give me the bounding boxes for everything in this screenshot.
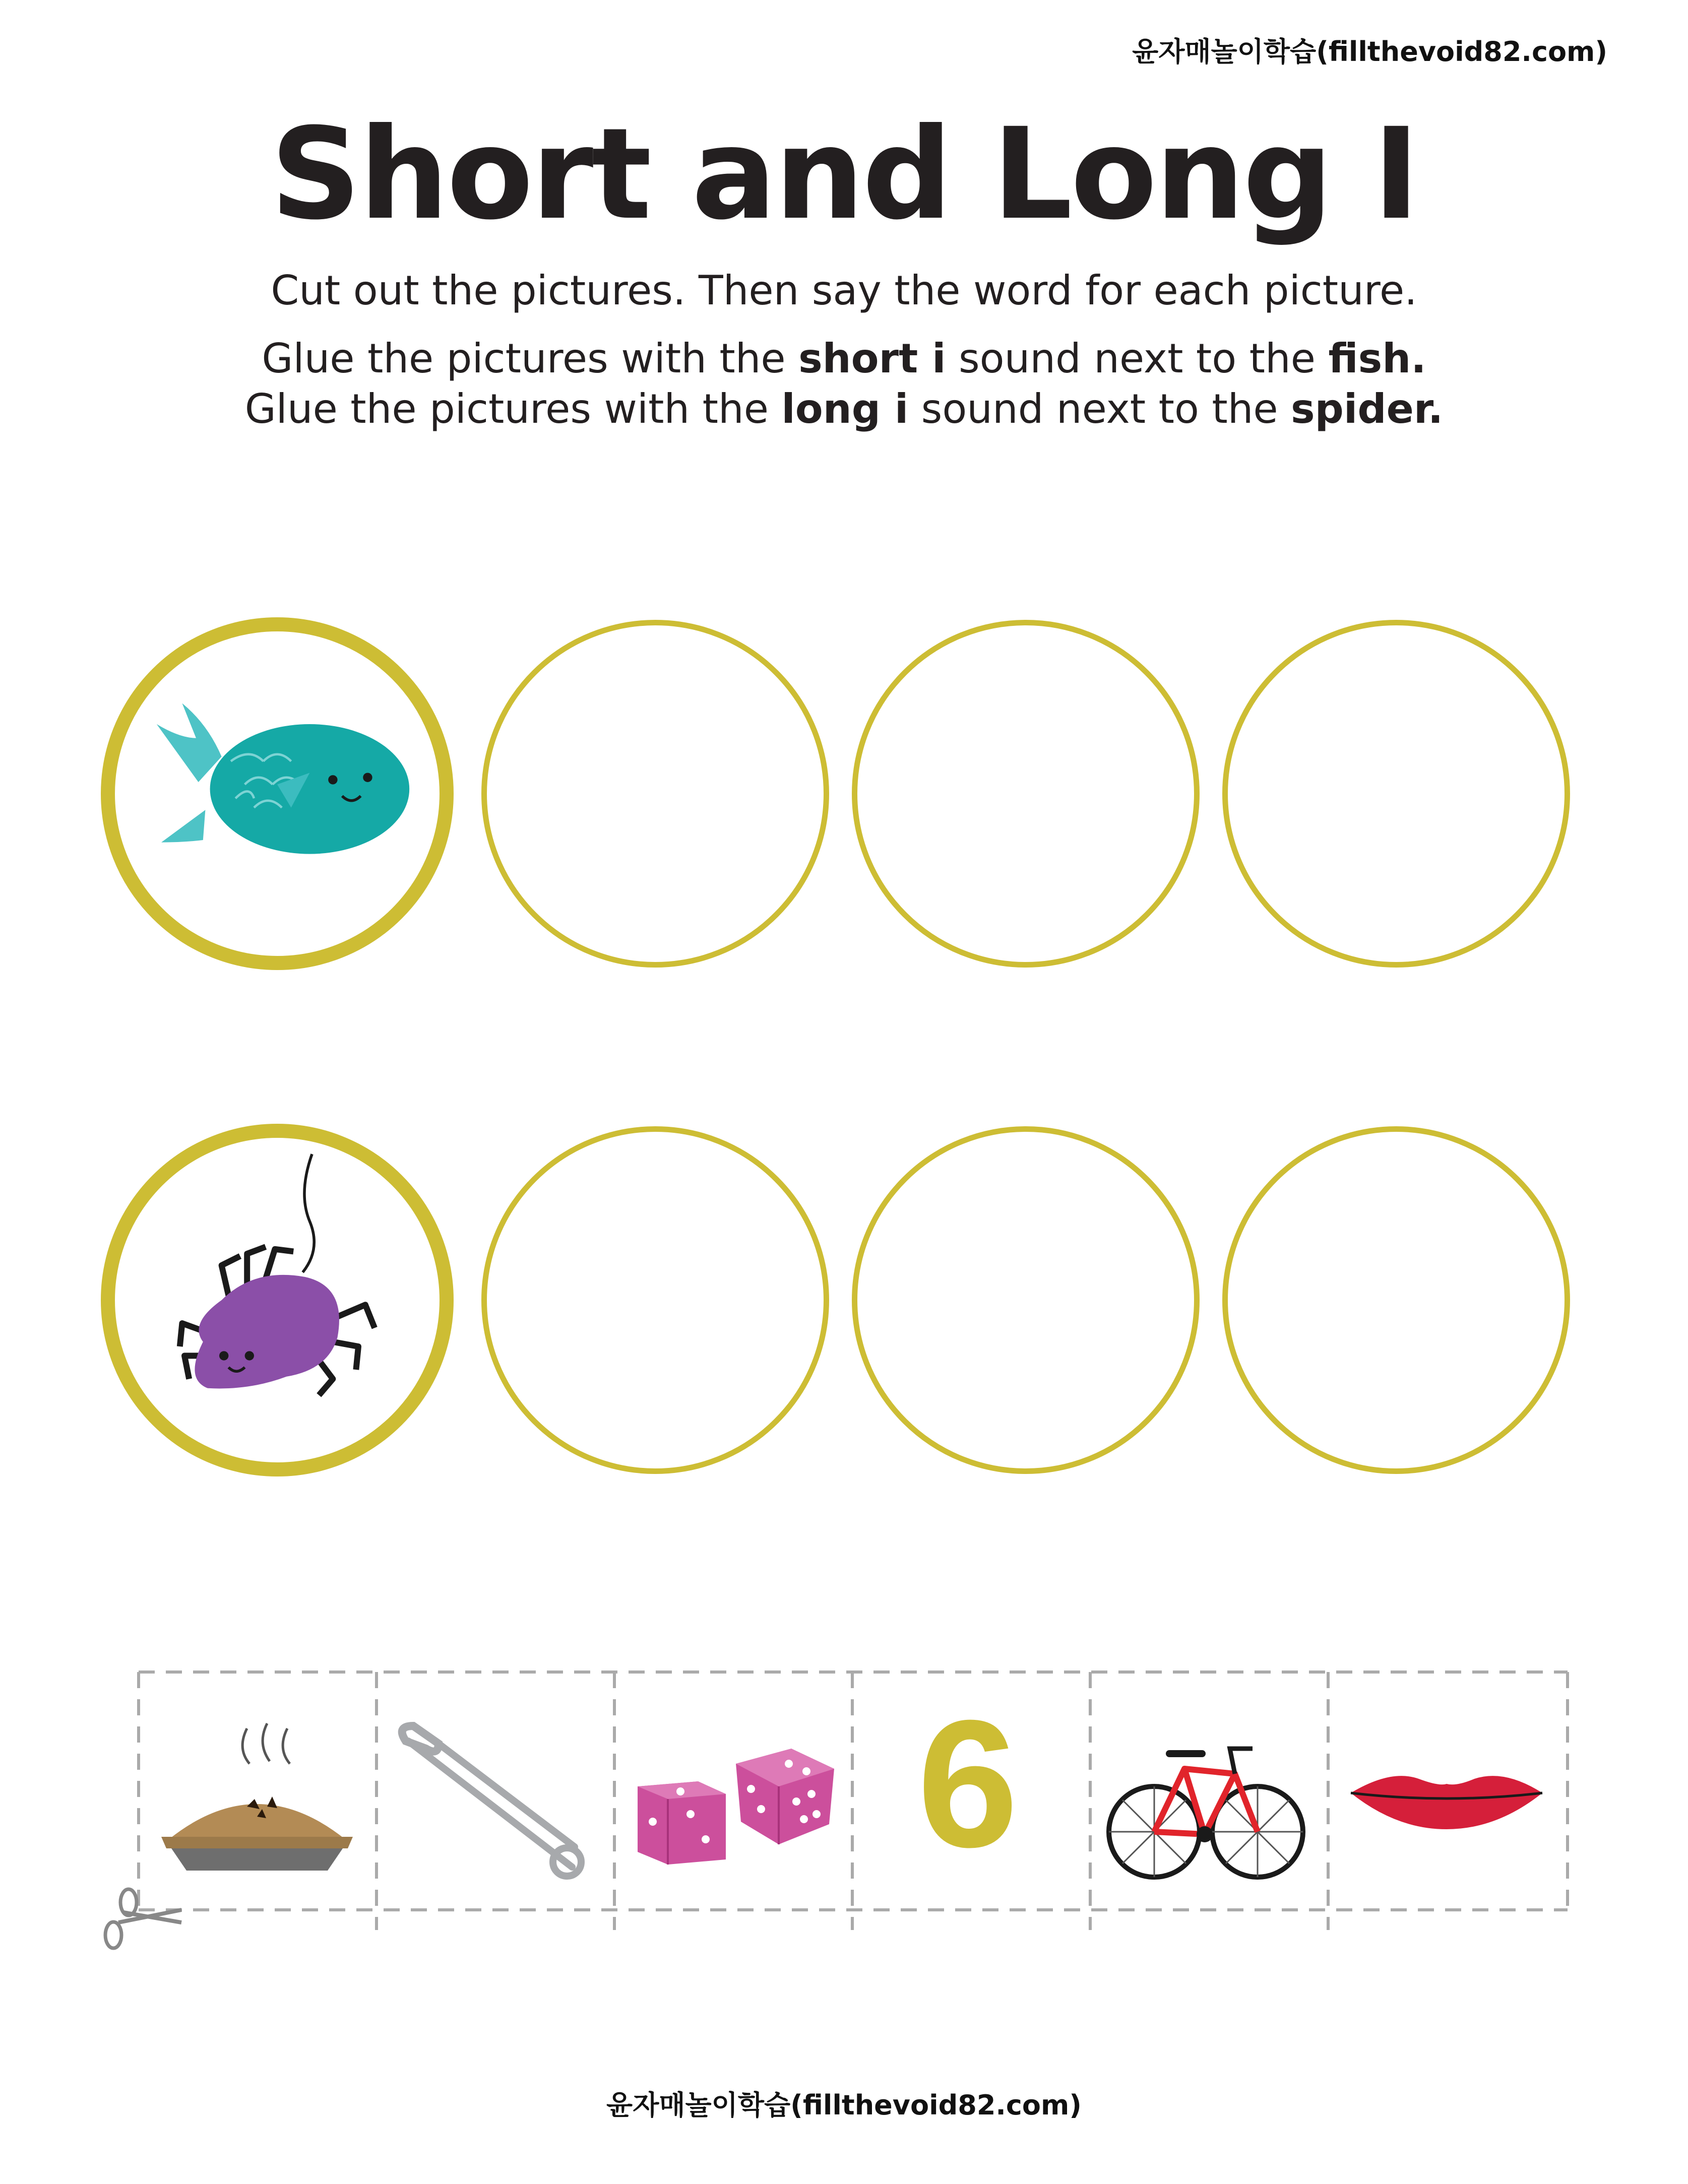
- long-i-slot-2[interactable]: [852, 1126, 1200, 1474]
- short-i-slot-2[interactable]: [852, 620, 1200, 968]
- short-i-slot-1[interactable]: [481, 620, 829, 968]
- instruction-bold: spider.: [1291, 386, 1444, 432]
- pie-icon: [161, 1723, 353, 1871]
- watermark-top: 윤자매놀이학습(fillthevoid82.com): [1132, 36, 1607, 68]
- instruction-line-1: Cut out the pictures. Then say the word for each picture.: [271, 267, 1417, 314]
- instruction-text: sound next to the: [908, 386, 1291, 432]
- long-i-slot-3[interactable]: [1222, 1126, 1570, 1474]
- fish-icon: [115, 631, 440, 956]
- instruction-text: Glue the pictures with the: [244, 386, 782, 432]
- instruction-line-3: [0, 386, 1688, 432]
- six-number: 6: [917, 1683, 1019, 1885]
- watermark-bottom: 윤자매놀이학습(fillthevoid82.com): [606, 2089, 1082, 2121]
- lips-icon: [1351, 1776, 1542, 1829]
- spider-icon: [115, 1138, 440, 1462]
- long-i-slot-1[interactable]: [481, 1126, 829, 1474]
- fish-anchor-circle: [101, 617, 454, 970]
- page-title: Short and Long I: [270, 101, 1418, 247]
- scissors-icon: [105, 1889, 181, 1948]
- instruction-text: sound next to the: [946, 335, 1329, 382]
- safety-pin-icon: [402, 1726, 581, 1876]
- short-i-slot-3[interactable]: [1222, 620, 1570, 968]
- instruction-line-2: [0, 335, 1688, 382]
- bicycle-icon: [1109, 1749, 1303, 1877]
- spider-anchor-circle: [101, 1124, 454, 1476]
- instruction-text: Glue the pictures with the: [262, 335, 799, 382]
- dice-icon: [638, 1749, 834, 1865]
- instruction-bold: fish.: [1328, 335, 1426, 382]
- instruction-bold: short i: [798, 335, 946, 382]
- instruction-bold: long i: [781, 386, 909, 432]
